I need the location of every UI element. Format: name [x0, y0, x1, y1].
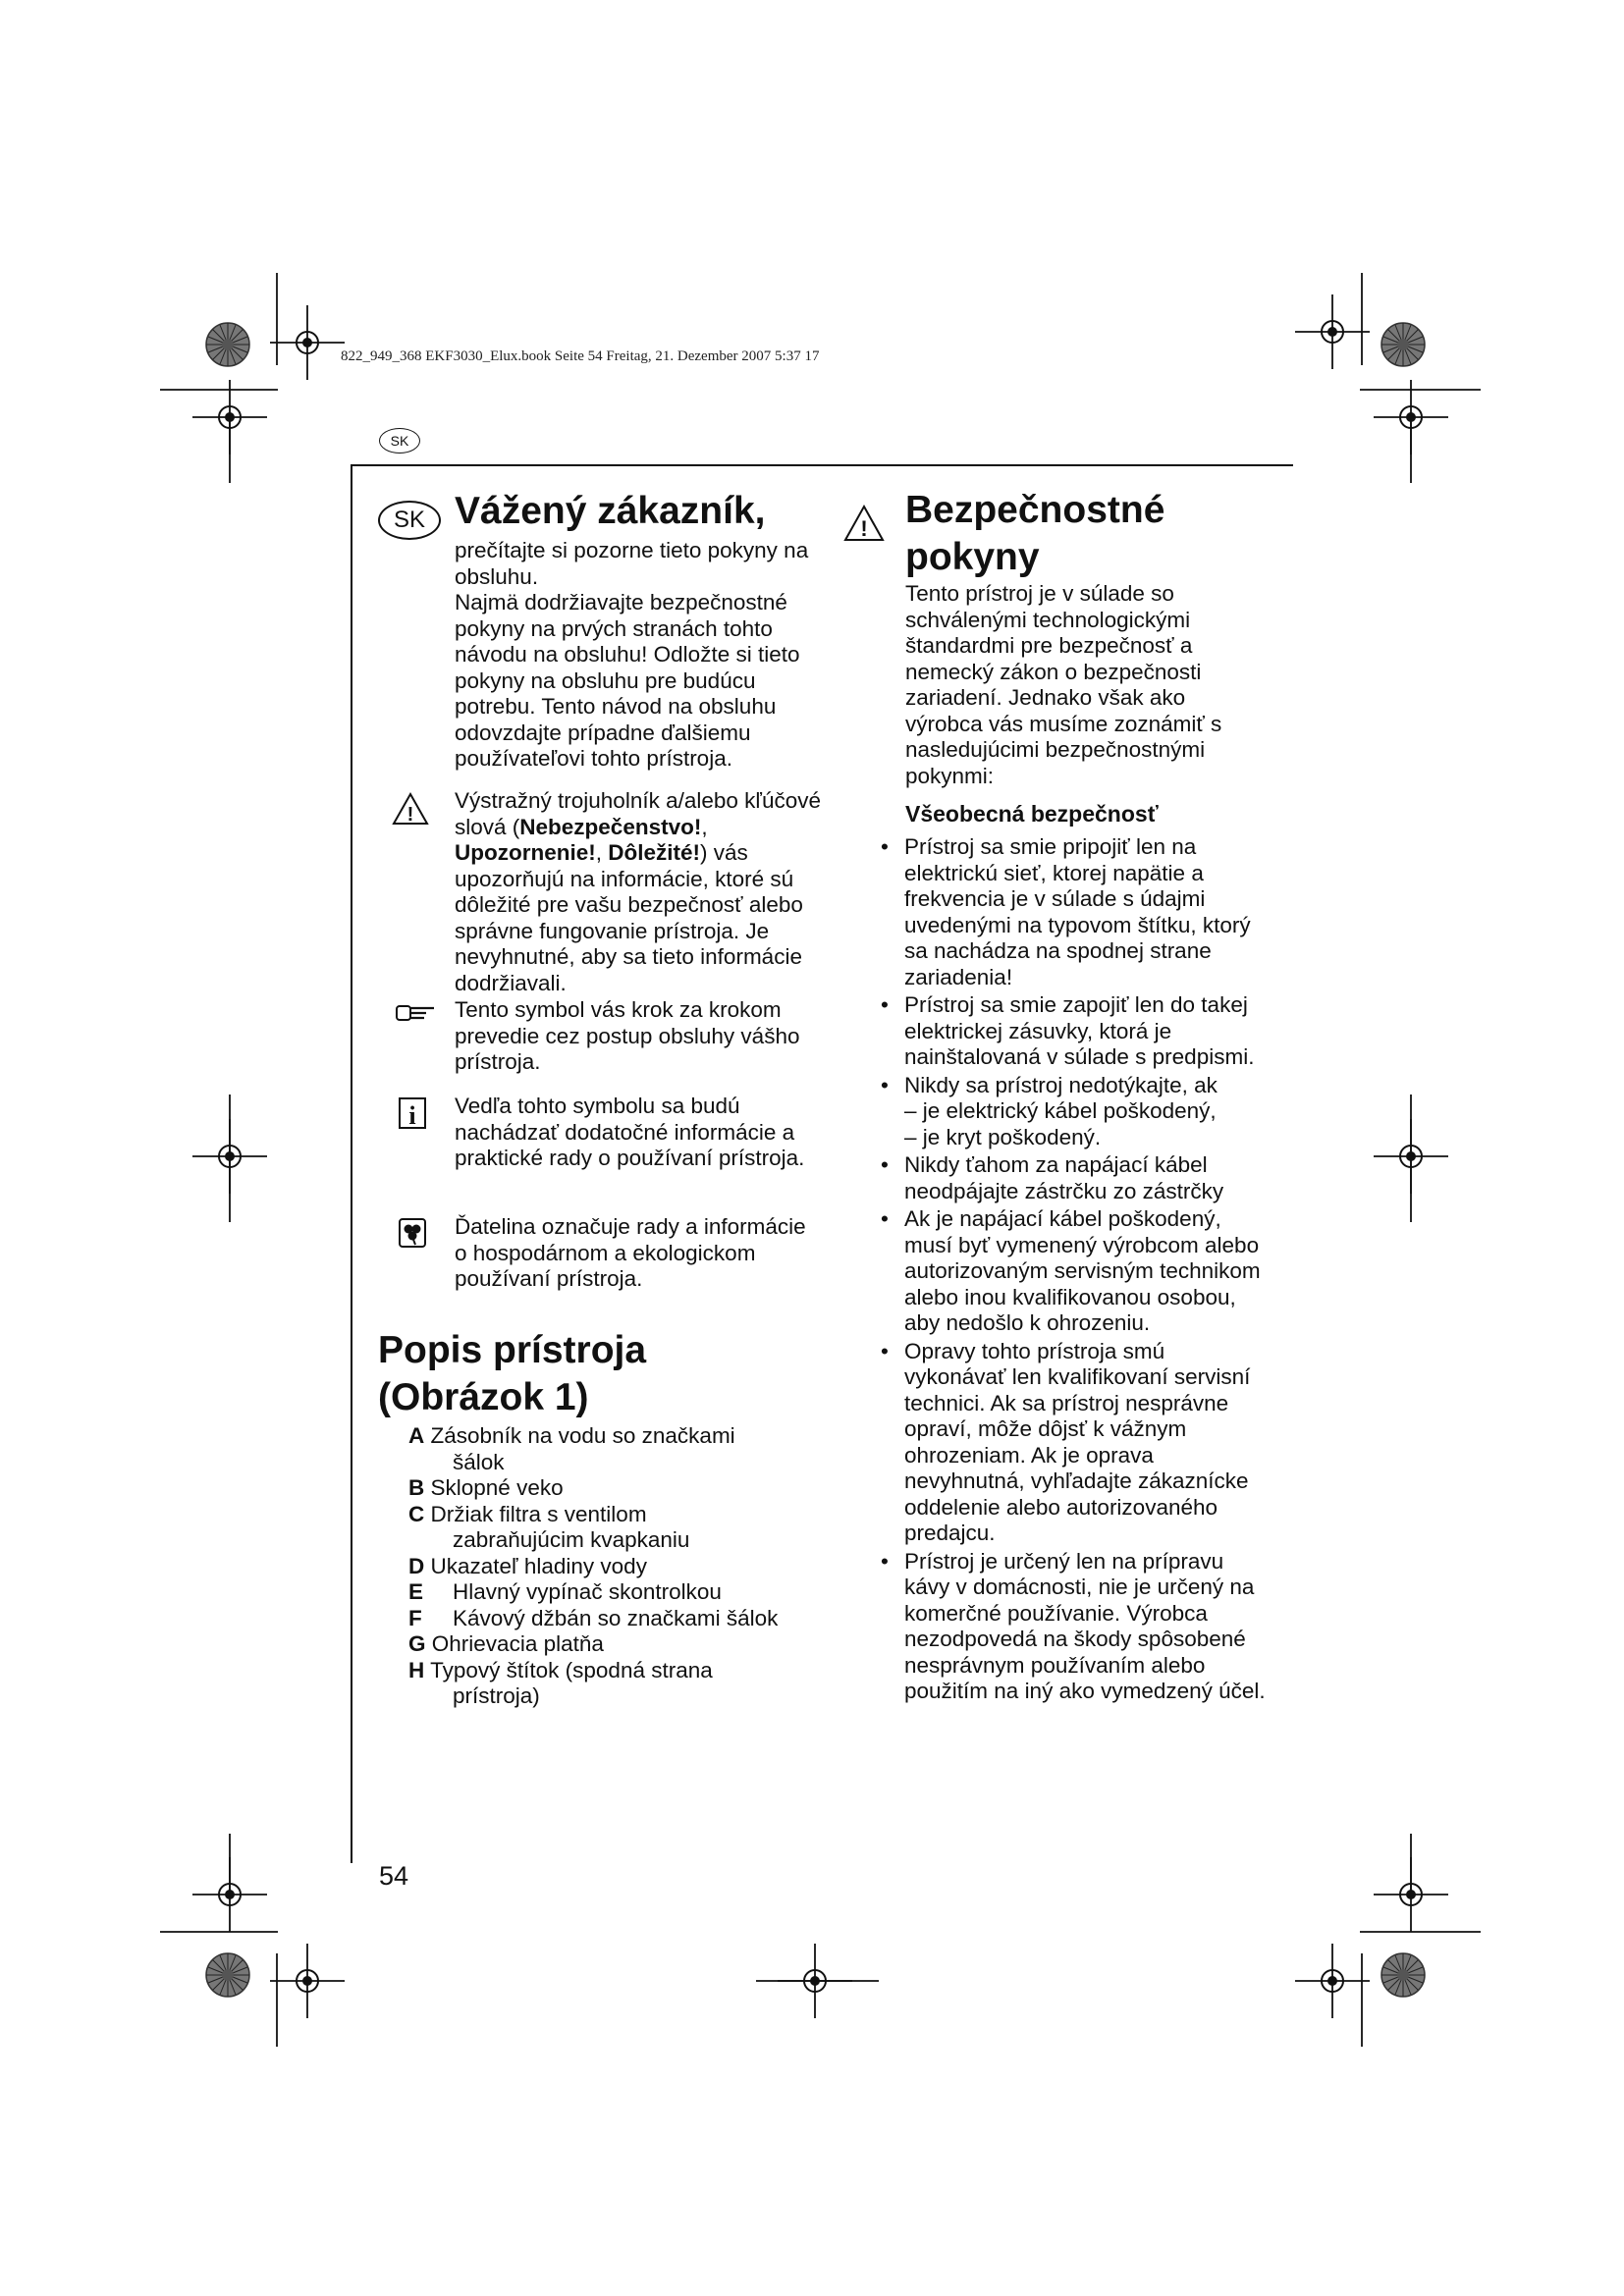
color-target-icon [1381, 323, 1425, 366]
warning-triangle-icon [391, 791, 430, 827]
safety-intro: Tento prístroj je v súlade so schválenými technologickými štandardmi pre bezpečnosť a nemecký zákon o bezpečnosti zariadení. Jednako však ako výrobca vás musíme zoznámiť s nasledujúcimi bezpečnostnými pokynmi: [905, 581, 1222, 788]
warning-triangle-icon [842, 504, 886, 543]
frame-left-rule [351, 464, 352, 1863]
keyword-danger: Nebezpečenstvo! [519, 814, 702, 839]
print-header: 822_949_368 EKF3030_Elux.book Seite 54 Freitag, 21. Dezember 2007 5:37 17 [341, 348, 820, 364]
svg-text:!: ! [860, 516, 868, 541]
parts-list [408, 1423, 821, 1710]
svg-text:!: ! [406, 804, 414, 826]
svg-text:i: i [408, 1101, 416, 1130]
list-item: D Ukazateľ hladiny vody [408, 1553, 647, 1578]
list-item: G Ohrievacia platňa [408, 1631, 604, 1656]
language-tag: SK [379, 428, 420, 454]
info-icon [398, 1096, 427, 1130]
pointing-hand-icon [395, 1000, 438, 1024]
intro-paragraph: prečítajte si pozorne tieto pokyny na obsluhu. [455, 538, 809, 589]
list-item: H Typový štítok (spodná strana prístroja) [408, 1657, 713, 1708]
list-item: • Nikdy ťahom za napájací kábel neodpájajte zástrčku zo zástrčky [881, 1152, 1224, 1203]
general-safety-subheading: Všeobecná bezpečnosť [905, 801, 1159, 827]
safety-title: Bezpečnostné pokyny [905, 489, 1165, 578]
greeting-title: Vážený zákazník, [455, 490, 766, 532]
registration-mark-icon [1295, 1944, 1370, 2018]
page-number: 54 [379, 1861, 409, 1891]
list-item: • Opravy tohto prístroja smú vykonávať len kvalifikovaní servisní technici. Ak sa prístroj nesprávne opraví, môže dôjsť k vážnym ohrozeniam. Ak je oprava nevyhnutná, vyhľadajte zákaznícke oddelenie alebo autorizovaného predajcu. [881, 1338, 1251, 1545]
list-item: C Držiak filtra s ventilom zabraňujúcim kvapkaniu [408, 1501, 690, 1552]
safety-bullet-list [879, 834, 1272, 1707]
list-item: • Ak je napájací kábel poškodený, musí byť vymenený výrobcom alebo autorizovaným servisným technikom alebo inou kvalifikovanou osobou, aby nedošlo k ohrozeniu. [881, 1206, 1261, 1335]
info-explanation: Vedľa tohto symbolu sa budú nachádzať dodatočné informácie a praktické rady o používaní prístroja. [455, 1094, 805, 1170]
color-target-icon [1381, 1953, 1425, 1997]
intro-block [455, 538, 818, 773]
clover-icon [398, 1217, 427, 1249]
language-badge: SK [378, 501, 441, 540]
registration-mark-icon [1295, 294, 1370, 369]
list-item: B Sklopné veko [408, 1475, 564, 1500]
list-item: E Hlavný vypínač skontrolkou [408, 1579, 722, 1604]
intro-paragraph: Najmä dodržiavajte bezpečnostné pokyny na prvých stranách tohto návodu na obsluhu! Odložte si tieto pokyny na obsluhu pre budúcu potrebu. Tento návod na obsluhu odovzdajte prípadne ďalšiemu používateľovi tohto prístroja. [455, 590, 800, 771]
list-item: • Prístroj sa smie pripojiť len na elektrickú sieť, ktorej napätie a frekvencia je v súlade s údajmi uvedenými na typovom štítku, ktorý sa nachádza na spodnej strane zariadenia! [881, 834, 1251, 989]
keyword-important: Dôležité! [608, 840, 701, 865]
step-explanation: Tento symbol vás krok za krokom prevedie cez postup obsluhy vášho prístroja. [455, 997, 800, 1074]
registration-mark-icon [270, 305, 345, 380]
warning-explanation: Výstražný trojuholník a/alebo kľúčové slová (Nebezpečenstvo!, Upozornenie!, Dôležité!) vás upozorňujú na informácie, ktoré sú dôležité pre vašu bezpečnosť alebo správne fungovanie prístroja. Je nevyhnutné, aby sa tieto informácie dodržiavali. [455, 788, 822, 995]
keyword-caution: Upozornenie! [455, 840, 596, 865]
color-target-icon [206, 323, 249, 366]
list-item: • Prístroj je určený len na prípravu kávy v domácnosti, nie je určený na komerčné používanie. Výrobca nezodpovedá na škody spôsobené nesprávnym používaním alebo použitím na iný ako vymedzený účel. [881, 1548, 1266, 1703]
list-item: A Zásobník na vodu so značkami šálok [408, 1423, 735, 1474]
list-item: F Kávový džbán so značkami šálok [408, 1605, 779, 1630]
frame-top-rule [351, 464, 1293, 466]
color-target-icon [206, 1953, 249, 1997]
device-description-title: Popis prístroja (Obrázok 1) [378, 1329, 647, 1418]
registration-mark-icon [270, 1944, 345, 2018]
list-item: • Nikdy sa prístroj nedotýkajte, ak – je elektrický kábel poškodený, – je kryt poškodený. [881, 1072, 1218, 1149]
list-item: • Prístroj sa smie zapojiť len do takej elektrickej zásuvky, ktorá je nainštalovaná v súlade s predpismi. [881, 992, 1255, 1069]
eco-explanation: Ďatelina označuje rady a informácie o hospodárnom a ekologickom používaní prístroja. [455, 1214, 806, 1291]
